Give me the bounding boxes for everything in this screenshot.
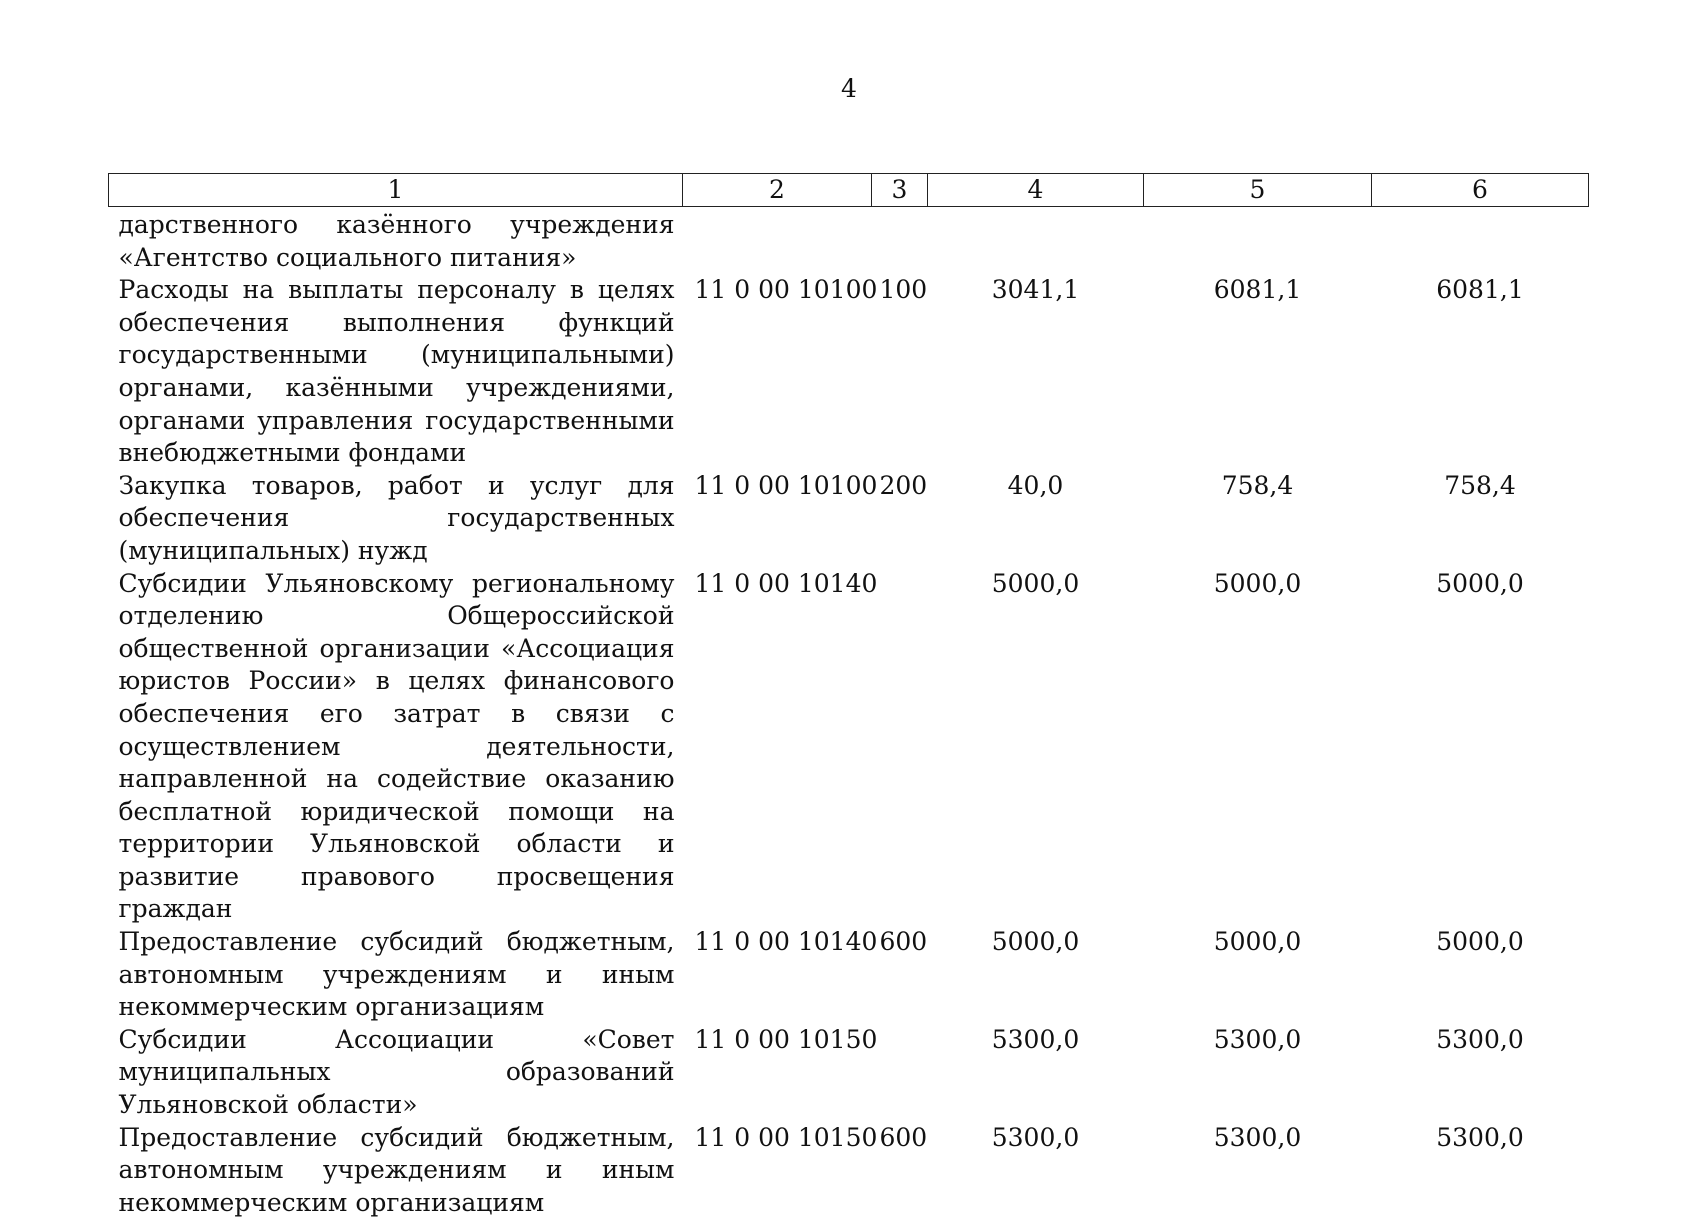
table-row <box>109 568 1589 927</box>
row-expense-type <box>872 1024 928 1122</box>
row-target-code: 11 0 00 10150 <box>683 1024 872 1122</box>
row-value-4: 5000,0 <box>928 568 1144 927</box>
row-value-6: 5300,0 <box>1372 1122 1589 1219</box>
row-name: Субсидии Ульяновскому региональному отделению Общероссийской общественной организации «Ассоциация юристов России» в целях финансового обеспечения его затрат в связи с осуществлением деятельности, направленной на содействие оказанию бесплатной юридической помощи на территории Ульяновской области и развитие правового просвещения граждан <box>109 568 683 927</box>
row-expense-type: 600 <box>872 926 928 1024</box>
row-value-5: 758,4 <box>1144 470 1372 568</box>
row-value-6: 5000,0 <box>1372 568 1589 927</box>
row-value-4 <box>928 207 1144 275</box>
header-row <box>109 174 1589 207</box>
row-value-5: 5000,0 <box>1144 568 1372 927</box>
budget-table <box>108 173 1589 1219</box>
row-name: Предоставление субсидий бюджетным, автономным учреждениям и иным некоммерческим организациям <box>109 1122 683 1219</box>
table-row <box>109 470 1589 568</box>
row-value-4: 5300,0 <box>928 1122 1144 1219</box>
row-expense-type: 100 <box>872 274 928 470</box>
row-expense-type: 600 <box>872 1122 928 1219</box>
row-name: Расходы на выплаты персоналу в целях обеспечения выполнения функций государственными (муниципальными) органами, казёнными учреждениями, органами управления государственными внебюджетными фондами <box>109 274 683 470</box>
header-cell-1: 1 <box>109 174 683 207</box>
row-target-code: 11 0 00 10140 <box>683 926 872 1024</box>
table-body <box>109 207 1589 1219</box>
row-target-code: 11 0 00 10140 <box>683 568 872 927</box>
row-value-6: 6081,1 <box>1372 274 1589 470</box>
row-value-6: 5300,0 <box>1372 1024 1589 1122</box>
row-value-6 <box>1372 207 1589 275</box>
row-value-5: 6081,1 <box>1144 274 1372 470</box>
table-row <box>109 1122 1589 1219</box>
table-row <box>109 926 1589 1024</box>
table-row <box>109 1024 1589 1122</box>
row-name: дарственного казённого учреждения «Агентство социального питания» <box>109 207 683 275</box>
page-number: 4 <box>0 74 1698 104</box>
header-cell-3: 3 <box>872 174 928 207</box>
row-target-code <box>683 207 872 275</box>
row-name: Субсидии Ассоциации «Совет муниципальных образований Ульяновской области» <box>109 1024 683 1122</box>
row-value-4: 5300,0 <box>928 1024 1144 1122</box>
row-target-code: 11 0 00 10100 <box>683 274 872 470</box>
row-target-code: 11 0 00 10150 <box>683 1122 872 1219</box>
row-expense-type <box>872 207 928 275</box>
row-name: Предоставление субсидий бюджетным, автономным учреждениям и иным некоммерческим организациям <box>109 926 683 1024</box>
header-cell-2: 2 <box>683 174 872 207</box>
table-row <box>109 207 1589 275</box>
table-row <box>109 274 1589 470</box>
header-cell-6: 6 <box>1372 174 1589 207</box>
header-cell-4: 4 <box>928 174 1144 207</box>
row-value-5: 5300,0 <box>1144 1024 1372 1122</box>
row-value-5: 5300,0 <box>1144 1122 1372 1219</box>
table-header <box>109 174 1589 207</box>
row-name: Закупка товаров, работ и услуг для обеспечения государственных (муниципальных) нужд <box>109 470 683 568</box>
row-value-4: 5000,0 <box>928 926 1144 1024</box>
row-value-5: 5000,0 <box>1144 926 1372 1024</box>
row-value-4: 40,0 <box>928 470 1144 568</box>
row-expense-type <box>872 568 928 927</box>
header-cell-5: 5 <box>1144 174 1372 207</box>
row-value-5 <box>1144 207 1372 275</box>
row-target-code: 11 0 00 10100 <box>683 470 872 568</box>
row-expense-type: 200 <box>872 470 928 568</box>
row-value-6: 758,4 <box>1372 470 1589 568</box>
row-value-6: 5000,0 <box>1372 926 1589 1024</box>
row-value-4: 3041,1 <box>928 274 1144 470</box>
